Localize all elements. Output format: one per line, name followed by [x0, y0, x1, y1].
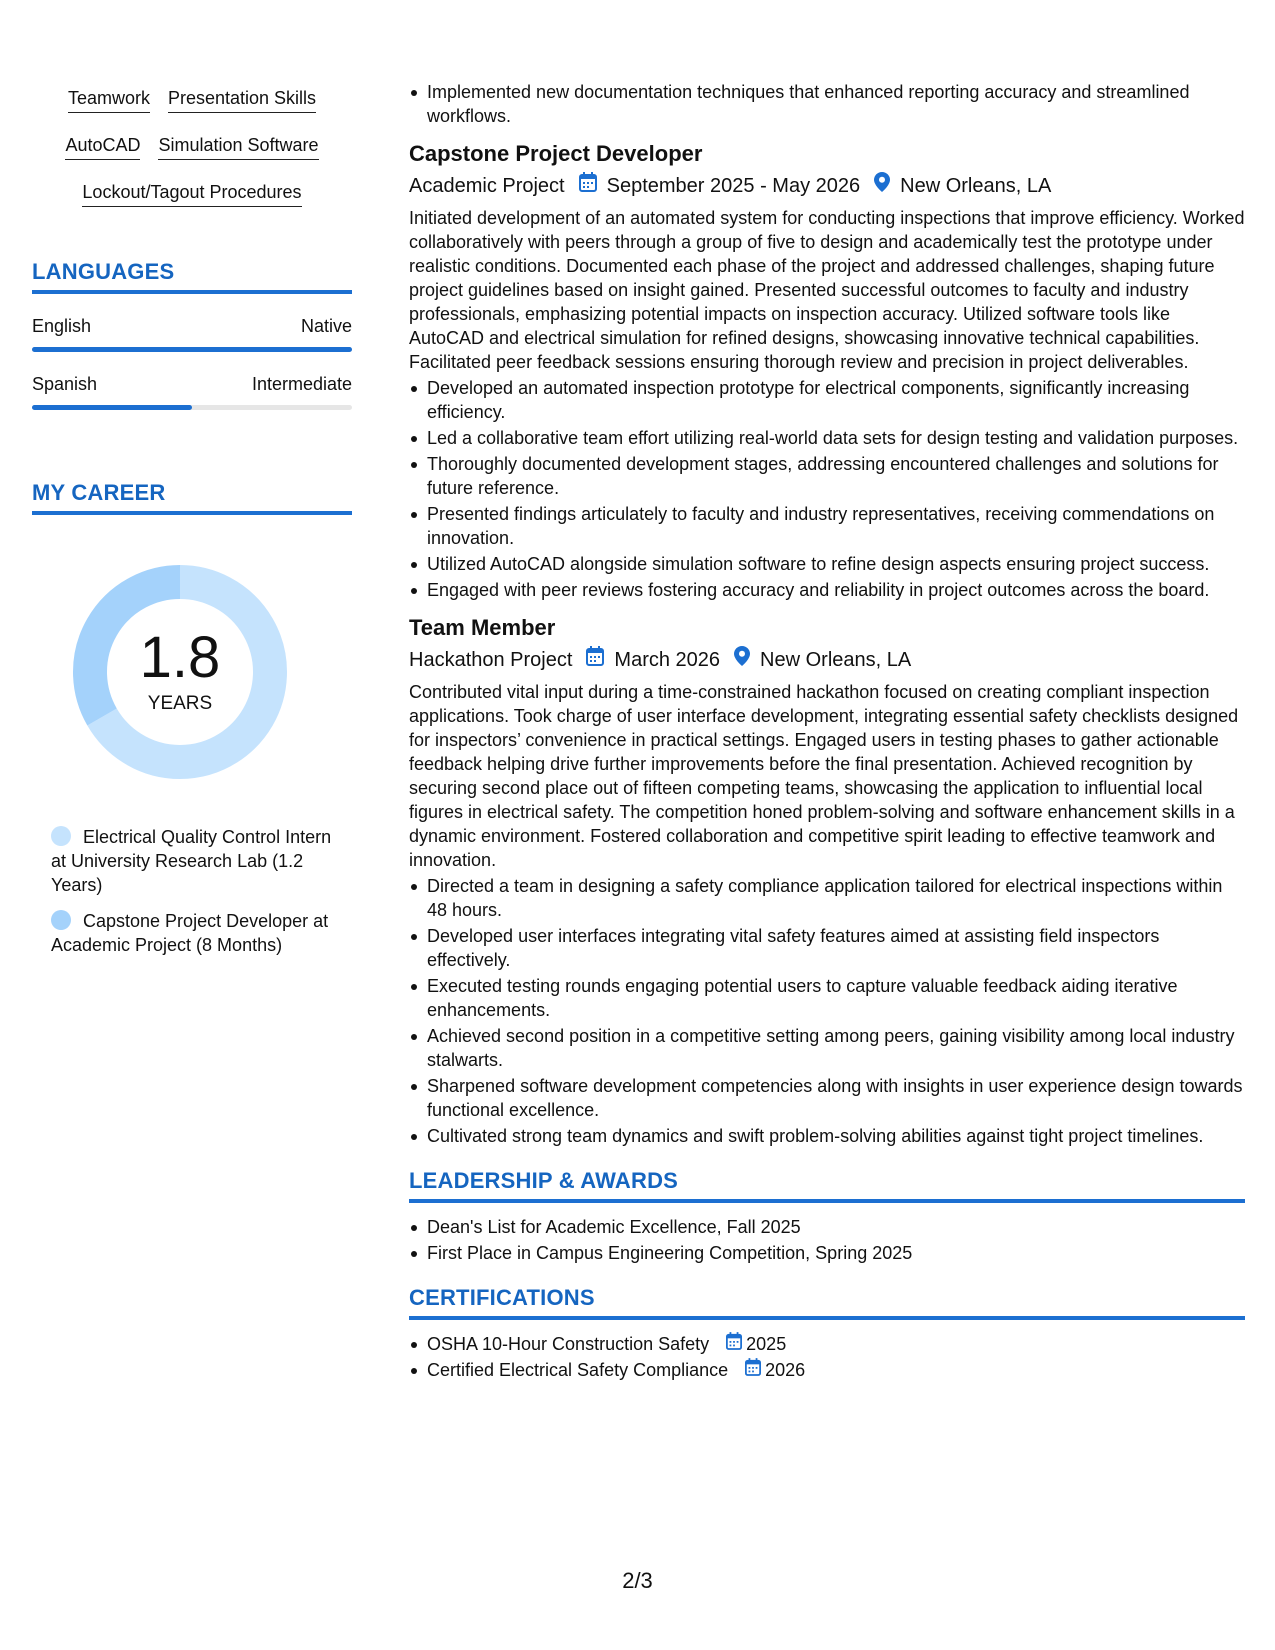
job-meta [409, 646, 1245, 674]
certification-name: Certified Electrical Safety Compliance [427, 1360, 729, 1380]
skill-tag: Presentation Skills [168, 88, 316, 113]
calendar-icon [579, 172, 597, 200]
language-item [32, 374, 352, 410]
skill-tag: Lockout/Tagout Procedures [82, 182, 301, 207]
sidebar [32, 80, 352, 969]
bullet-item: Sharpened software development competencies along with insights in user experience design towards functional excellence. [427, 1074, 1245, 1122]
calendar-icon [745, 1358, 761, 1382]
job-entry [409, 140, 1245, 602]
career-legend-label: Electrical Quality Control Intern at University Research Lab (1.2 Years) [51, 827, 332, 895]
language-level: Native [300, 316, 352, 336]
certification-item [427, 1358, 1245, 1382]
calendar-icon [726, 1332, 742, 1356]
language-level: Intermediate [251, 374, 352, 394]
career-donut-chart [65, 557, 295, 787]
awards-section [409, 1168, 1245, 1265]
job-organization: Academic Project [409, 175, 565, 197]
job-entry [409, 614, 1245, 1148]
job-location: New Orleans, LA [760, 649, 912, 671]
certification-name: OSHA 10-Hour Construction Safety [427, 1334, 710, 1354]
location-pin-icon [874, 172, 890, 200]
career-legend-item [51, 825, 341, 897]
location-pin-icon [734, 646, 750, 674]
language-proficiency-fill [32, 405, 192, 410]
job-title: Team Member [409, 615, 556, 640]
job-meta [409, 172, 1245, 200]
certification-item [427, 1332, 1245, 1356]
career-legend-label: Capstone Project Developer at Academic Project (8 Months) [51, 911, 329, 955]
job-dates: March 2026 [614, 649, 721, 671]
calendar-icon [586, 646, 604, 674]
certifications-list [409, 1332, 1245, 1382]
bullet-item: Developed an automated inspection prototype for electrical components, significantly increasing efficiency. [427, 376, 1245, 424]
skills-list [32, 80, 352, 207]
section-title-awards: LEADERSHIP & AWARDS [409, 1168, 1245, 1203]
job-dates: September 2025 - May 2026 [606, 175, 861, 197]
bullet-item: Thoroughly documented development stages, addressing encountered challenges and solutions for future reference. [427, 452, 1245, 500]
bullet-item: Implemented new documentation techniques that enhanced reporting accuracy and streamlined workflows. [427, 80, 1245, 128]
skill-tag: Simulation Software [158, 135, 318, 160]
legend-dot-icon [51, 910, 71, 930]
bullet-item: Engaged with peer reviews fostering accuracy and reliability in project outcomes across the board. [427, 578, 1245, 602]
job-bullets [409, 874, 1245, 1148]
job-organization: Hackathon Project [409, 649, 573, 671]
legend-dot-icon [51, 826, 71, 846]
bullet-item: Developed user interfaces integrating vital safety features aimed at assisting field inspectors effectively. [427, 924, 1245, 972]
previous-job-bullets [409, 80, 1245, 128]
section-title-career: MY CAREER [32, 480, 352, 515]
career-legend-item [51, 909, 341, 957]
bullet-item: Presented findings articulately to faculty and industry representatives, receiving commendations on innovation. [427, 502, 1245, 550]
bullet-item: Cultivated strong team dynamics and swift problem-solving abilities against tight project timelines. [427, 1124, 1245, 1148]
bullet-item: Led a collaborative team effort utilizing real-world data sets for design testing and validation purposes. [427, 426, 1245, 450]
language-item [32, 316, 352, 352]
award-item: Dean's List for Academic Excellence, Fall 2025 [427, 1215, 1245, 1239]
section-title-languages: LANGUAGES [32, 259, 352, 294]
job-title: Capstone Project Developer [409, 141, 703, 166]
language-proficiency-bar [32, 405, 352, 410]
career-section [32, 480, 352, 957]
award-item: First Place in Campus Engineering Competition, Spring 2025 [427, 1241, 1245, 1265]
skill-tag: AutoCAD [65, 135, 140, 160]
certification-year: 2026 [765, 1360, 806, 1380]
skill-tag: Teamwork [68, 88, 150, 113]
bullet-item: Achieved second position in a competitive setting among peers, gaining visibility among local industry stalwarts. [427, 1024, 1245, 1072]
awards-list [409, 1215, 1245, 1265]
page-number: 2/3 [622, 1568, 653, 1593]
job-bullets [409, 376, 1245, 602]
career-total-years: 1.8 [139, 625, 221, 690]
section-title-certifications: CERTIFICATIONS [409, 1285, 1245, 1320]
bullet-item: Executed testing rounds engaging potential users to capture valuable feedback aiding iterative enhancements. [427, 974, 1245, 1022]
certifications-section [409, 1285, 1245, 1382]
language-name: Spanish [32, 374, 98, 394]
language-proficiency-bar [32, 347, 352, 352]
job-description: Initiated development of an automated system for conducting inspections that improve efficiency. Worked collaboratively with peers through a group of five to design and academically test the prototype under realistic conditions. Documented each phase of the project and addressed challenges, shaping future project guidelines based on insight gained. Presented successful outcomes to faculty and industry professionals, emphasizing potential impacts on inspection accuracy. Utilized software tools like AutoCAD and electrical simulation for refined designs, showcasing innovative technical capabilities. Facilitated peer feedback sessions ensuring thorough review and precision in project deliverables. [409, 208, 1245, 372]
bullet-item: Utilized AutoCAD alongside simulation software to refine design aspects ensuring project success. [427, 552, 1245, 576]
certification-year: 2025 [746, 1334, 787, 1354]
language-proficiency-fill [32, 347, 352, 352]
main-content [409, 80, 1245, 1384]
languages-section [32, 259, 352, 410]
language-name: English [32, 316, 92, 336]
job-description: Contributed vital input during a time-constrained hackathon focused on creating compliant inspection applications. Took charge of user interface development, integrating essential safety checklists designed for inspectors’ convenience in practical settings. Engaged users in testing phases to gather actionable feedback helping drive further improvements before the final presentation. Achieved recognition by securing second place out of fifteen competing teams, showcasing the application to influential local figures in electrical safety. The competition honed problem-solving and software enhancement skills in a dynamic environment. Fostered collaboration and competitive spirit leading to effective teamwork and innovation. [409, 682, 1239, 870]
job-location: New Orleans, LA [900, 175, 1052, 197]
bullet-item: Directed a team in designing a safety compliance application tailored for electrical inspections within 48 hours. [427, 874, 1245, 922]
career-legend [51, 825, 341, 957]
career-unit-label: YEARS [147, 693, 213, 714]
